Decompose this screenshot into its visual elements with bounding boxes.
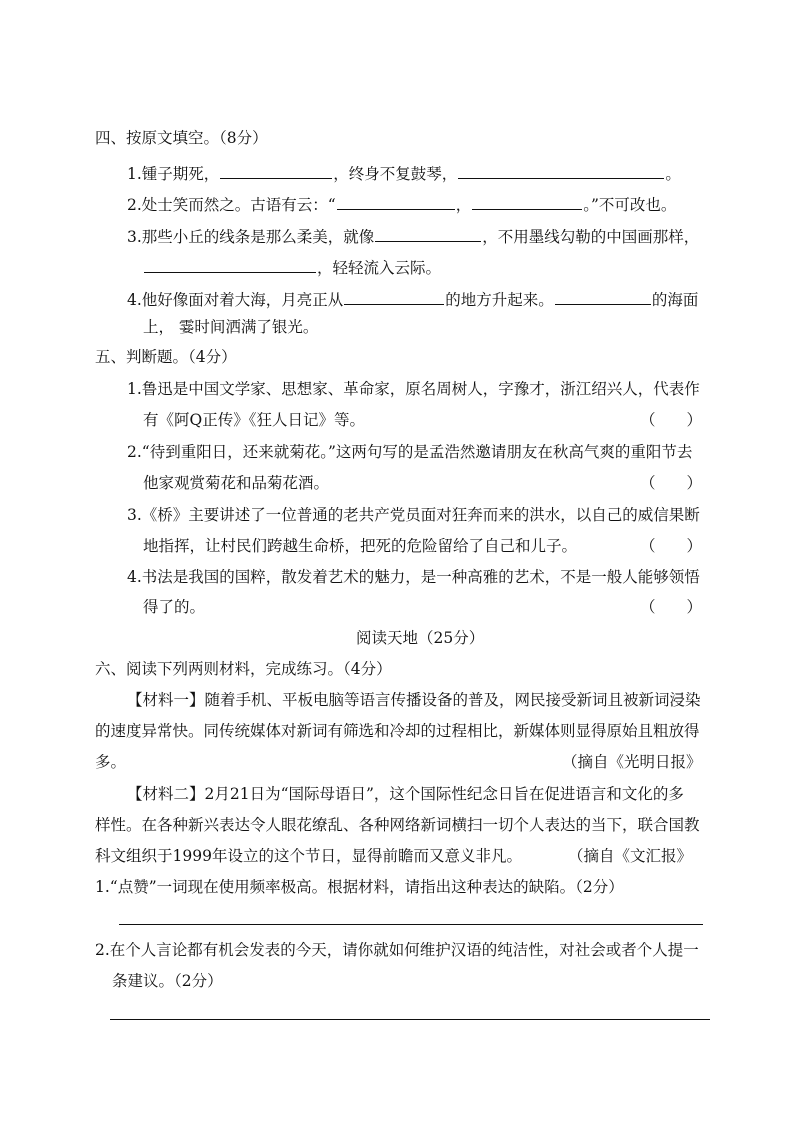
sec5-q3-line2: 地指挥，让村民们跨越生命桥，把死的危险留给了自己和儿子。 bbox=[143, 537, 578, 555]
answer-line[interactable] bbox=[119, 924, 703, 925]
answer-line[interactable] bbox=[110, 1019, 710, 1020]
sec4-q3-text-a: 3.那些小丘的线条是那么柔美，就像 bbox=[127, 228, 375, 246]
section6-title: 六、阅读下列两则材料，完成练习。（4分） bbox=[95, 660, 392, 678]
material2-line2: 样性。在各种新兴表达令人眼花缭乱、各种网络新词横扫一切个人表达的当下，联合国教 bbox=[95, 816, 700, 834]
material1-line1: 【材料一】随着手机、平板电脑等语言传播设备的普及，网民接受新词且被新词浸染 bbox=[127, 691, 701, 709]
material2-source: （摘自《文汇报》 bbox=[568, 847, 693, 865]
sec4-q4-line1 bbox=[127, 289, 698, 309]
sec4-q1 bbox=[127, 163, 681, 183]
fill-blank[interactable] bbox=[337, 194, 455, 210]
sec4-q4-text-b: 的地方升起来。 bbox=[445, 291, 554, 309]
sec4-q1-text-a: 1.锺子期死， bbox=[127, 165, 220, 183]
sec4-q3-line2 bbox=[143, 257, 441, 277]
sec4-q4-text-a: 4.他好像面对着大海，月亮正从 bbox=[127, 291, 344, 309]
fill-blank[interactable] bbox=[220, 163, 332, 179]
sec4-q4-text-c: 的海面 bbox=[651, 291, 699, 309]
material2-line3: 科文组织于1999年设立的这个节日，显得前瞻而又意义非凡。 bbox=[95, 847, 522, 865]
sec6-q2-line2: 条建议。（2分） bbox=[112, 972, 223, 990]
sec6-q1: 1.“点赞”一词现在使用频率极高。根据材料，请指出这种表达的缺陷。（2分） bbox=[95, 878, 624, 896]
material2-line1: 【材料二】2月21日为“国际母语日”，这个国际性纪念日旨在促进语言和文化的多 bbox=[127, 785, 684, 803]
fill-blank[interactable] bbox=[458, 163, 664, 179]
sec4-q1-text-c: 。 bbox=[665, 165, 681, 183]
material1-line2: 的速度异常快。同传统媒体对新词有筛选和冷却的过程相比，新媒体则显得原始且粗放得 bbox=[95, 722, 700, 740]
fill-blank[interactable] bbox=[144, 257, 316, 273]
answer-parentheses[interactable]: （ ） bbox=[640, 474, 703, 492]
section4-title: 四、按原文填空。（8分） bbox=[95, 129, 268, 147]
sec4-q2 bbox=[127, 194, 676, 214]
sec4-q2-text-c: 。”不可改也。 bbox=[583, 196, 677, 214]
sec5-q2-line2: 他家观赏菊花和品菊花酒。 bbox=[143, 474, 330, 492]
section5-title: 五、判断题。（4分） bbox=[95, 348, 237, 366]
sec4-q2-text-b: ， bbox=[455, 196, 472, 214]
sec4-q3-line1 bbox=[127, 226, 699, 246]
answer-parentheses[interactable]: （ ） bbox=[640, 598, 703, 616]
reading-heading: 阅读天地（25分） bbox=[356, 629, 485, 647]
sec5-q1-line1: 1.鲁迅是中国文学家、思想家、革命家，原名周树人，字豫才，浙江绍兴人，代表作 bbox=[127, 380, 700, 398]
sec5-q4-line2: 得了的。 bbox=[143, 598, 206, 616]
fill-blank[interactable] bbox=[555, 289, 651, 305]
sec4-q1-text-b: ，终身不复鼓琴， bbox=[333, 165, 458, 183]
sec4-q3-text-b: ，不用墨线勾勒的中国画那样， bbox=[482, 228, 700, 246]
fill-blank[interactable] bbox=[375, 226, 481, 242]
answer-parentheses[interactable]: （ ） bbox=[640, 411, 703, 429]
material1-line3: 多。 bbox=[95, 753, 127, 771]
sec4-q4-line2: 上， 霎时间洒满了银光。 bbox=[143, 318, 319, 336]
sec6-q2-line1: 2.在个人言论都有机会发表的今天，请你就如何维护汉语的纯洁性，对社会或者个人提一 bbox=[95, 941, 699, 959]
sec5-q1-line2: 有《阿Q正传》《狂人日记》等。 bbox=[143, 411, 365, 429]
sec4-q2-text-a: 2.处士笑而然之。古语有云：“ bbox=[127, 196, 336, 214]
fill-blank[interactable] bbox=[472, 194, 582, 210]
sec5-q4-line1: 4.书法是我国的国粹，散发着艺术的魅力，是一种高雅的艺术，不是一般人能够领悟 bbox=[127, 568, 700, 586]
material1-source: （摘自《光明日报》 bbox=[562, 753, 702, 771]
sec4-q3-text-c: ，轻轻流入云际。 bbox=[317, 259, 442, 277]
fill-blank[interactable] bbox=[344, 289, 444, 305]
answer-parentheses[interactable]: （ ） bbox=[640, 537, 703, 555]
sec5-q2-line1: 2.“待到重阳日，还来就菊花。”这两句写的是孟浩然邀请朋友在秋高气爽的重阳节去 bbox=[127, 443, 693, 461]
sec5-q3-line1: 3.《桥》主要讲述了一位普通的老共产党员面对狂奔而来的洪水，以自己的威信果断 bbox=[127, 506, 700, 524]
